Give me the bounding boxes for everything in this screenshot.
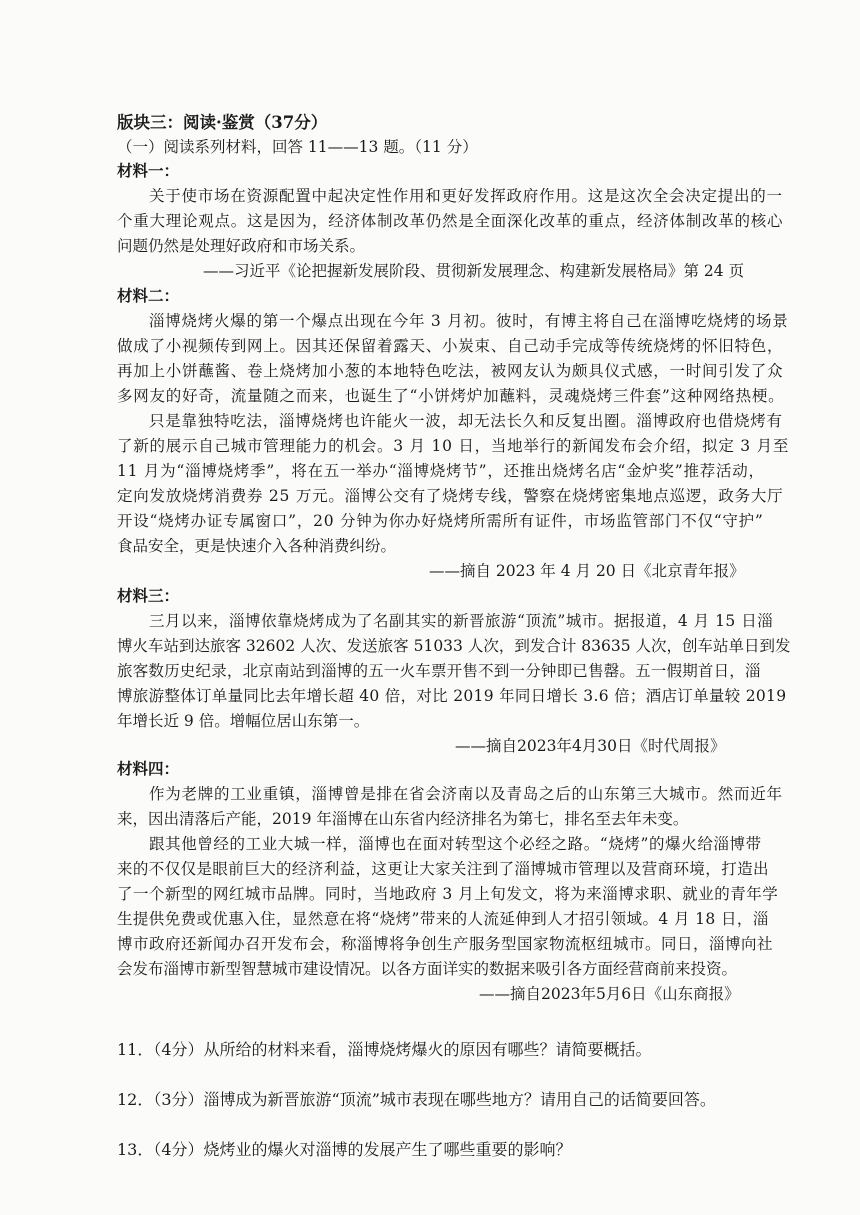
material-2-heading: 材料二： — [117, 286, 180, 305]
question-13: 13．（4分）烧烤业的爆火对淄博的发展产生了哪些重要的影响？ — [117, 1140, 572, 1159]
question-11: 11．（4分）从所给的材料来看，淄博烧烤爆火的原因有哪些？请简要概括。 — [117, 1040, 652, 1059]
material-2-line: 再加上小饼蘸酱、卷上烧烤加小葱的本地特色吃法，被网友认为颇具仪式感，一时间引发了众 — [117, 362, 784, 380]
material-3-line: 年增长近 9 倍。增幅位居山东第一。 — [117, 712, 370, 730]
material-2-line: 淄博烧烤火爆的第一个爆点出现在今年 3 月初。彼时，有博主将自己在淄博吃烧烤的场景 — [149, 312, 789, 330]
material-1-line: 个重大理论观点。这是因为，经济体制改革仍然是全面深化改革的重点，经济体制改革的核心 — [117, 212, 784, 230]
material-2-line: 了新的展示自己城市管理能力的机会。3 月 10 日，当地举行的新闻发布会介绍，拟定 3 月至 — [117, 437, 790, 455]
material-4-line: 跟其他曾经的工业大城一样，淄博也在面对转型这个必经之路。“烧烤”的爆火给淄博带 — [149, 835, 762, 853]
section-title: 版块三：阅读·鉴赏（37分） — [117, 113, 328, 132]
material-1-line: 问题仍然是处理好政府和市场关系。 — [117, 237, 366, 255]
material-2-line: 多网友的好奇，流量随之而来，也诞生了“小饼烤炉加蘸料，灵魂烧烤三件套”这种网络热梗。 — [117, 387, 785, 405]
material-1-line: 关于使市场在资源配置中起决定性作用和更好发挥政府作用。这是这次全会决定提出的一 — [149, 187, 783, 205]
material-2-line: 定向发放烧烤消费券 25 万元。淄博公交有了烧烤专线，警察在烧烤密集地点巡逻，政务大厅 — [117, 487, 784, 505]
material-4-heading: 材料四： — [117, 759, 180, 778]
material-2-line: 11 月为“淄博烧烤季”，将在五一举办“淄博烧烤节”，还推出烧烤名店“金炉奖”推荐活动， — [117, 462, 765, 480]
question-12: 12．（3分）淄博成为新晋旅游“顶流”城市表现在哪些地方？请用自己的话简要回答。 — [117, 1090, 716, 1109]
material-3-line: 博旅游整体订单量同比去年增长超 40 倍，对比 2019 年同日增长 3.6 倍；酒店订单量较 2019 — [117, 687, 787, 705]
material-3-line: 博火车站到达旅客 32602 人次、发送旅客 51033 人次，到发合计 83635 人次，创车站单日到发 — [117, 637, 791, 655]
material-4-line: 了一个新型的网红城市品牌。同时，当地政府 3 月上旬发文，将为来淄博求职、就业的青年学 — [117, 885, 779, 903]
material-1-heading: 材料一： — [117, 161, 180, 180]
material-3-line: 三月以来，淄博依靠烧烤成为了名副其实的新晋旅游“顶流”城市。据报道，4 月 15 日淄 — [149, 612, 774, 630]
material-4-source: ——摘自2023年5月6日《山东商报》 — [479, 985, 740, 1003]
material-4-line: 来的不仅仅是眼前巨大的经济利益，这更让大家关注到了淄博城市管理以及营商环境，打造出 — [117, 860, 769, 878]
material-2-line: 开设“烧烤办证专属窗口”，20 分钟为你办好烧烤所需所有证件，市场监管部门不仅“守护” — [117, 512, 764, 530]
material-4-line: 作为老牌的工业重镇，淄博曾是排在省会济南以及青岛之后的山东第三大城市。然而近年 — [149, 785, 783, 803]
material-2-line: 只是靠独特吃法，淄博烧烤也许能火一波，却无法长久和反复出圈。淄博政府也借烧烤有 — [149, 412, 783, 430]
material-2-line: 食品安全，更是快速介入各种消费纠纷。 — [117, 537, 397, 555]
material-2-line: 做成了小视频传到网上。因其还保留着露天、小炭束、自己动手完成等传统烧烤的怀旧特色， — [117, 337, 784, 355]
material-3-source: ——摘自2023年4月30日《时代周报》 — [455, 737, 726, 755]
material-4-line: 生提供免费或优惠入住，显然意在将“烧烤”带来的人流延伸到人才招引领域。4 月 18 日，淄 — [117, 910, 769, 928]
material-3-line: 旅客数历史纪录，北京南站到淄博的五一火车票开售不到一分钟即已售罄。五一假期首日，淄 — [117, 662, 761, 680]
material-2-source: ——摘自 2023 年 4 月 20 日《北京青年报》 — [429, 562, 745, 580]
material-4-line: 会发布淄博市新型智慧城市建设情况。以各方面详实的数据来吸引各方面经营商前来投资。 — [117, 960, 738, 978]
material-1-source: ——习近平《论把握新发展阶段、贯彻新发展理念、构建新发展格局》第 24 页 — [203, 262, 745, 280]
material-3-heading: 材料三： — [117, 586, 180, 605]
part-instruction: （一）阅读系列材料，回答 11——13 题。（11 分） — [117, 138, 478, 156]
material-4-line: 来，因出清落后产能，2019 年淄博在山东省内经济排名为第七，排名至去年未变。 — [117, 810, 689, 828]
material-4-line: 博市政府还新闻办召开发布会，称淄博将争创生产服务型国家物流枢纽城市。同日，淄博向社 — [117, 935, 774, 953]
